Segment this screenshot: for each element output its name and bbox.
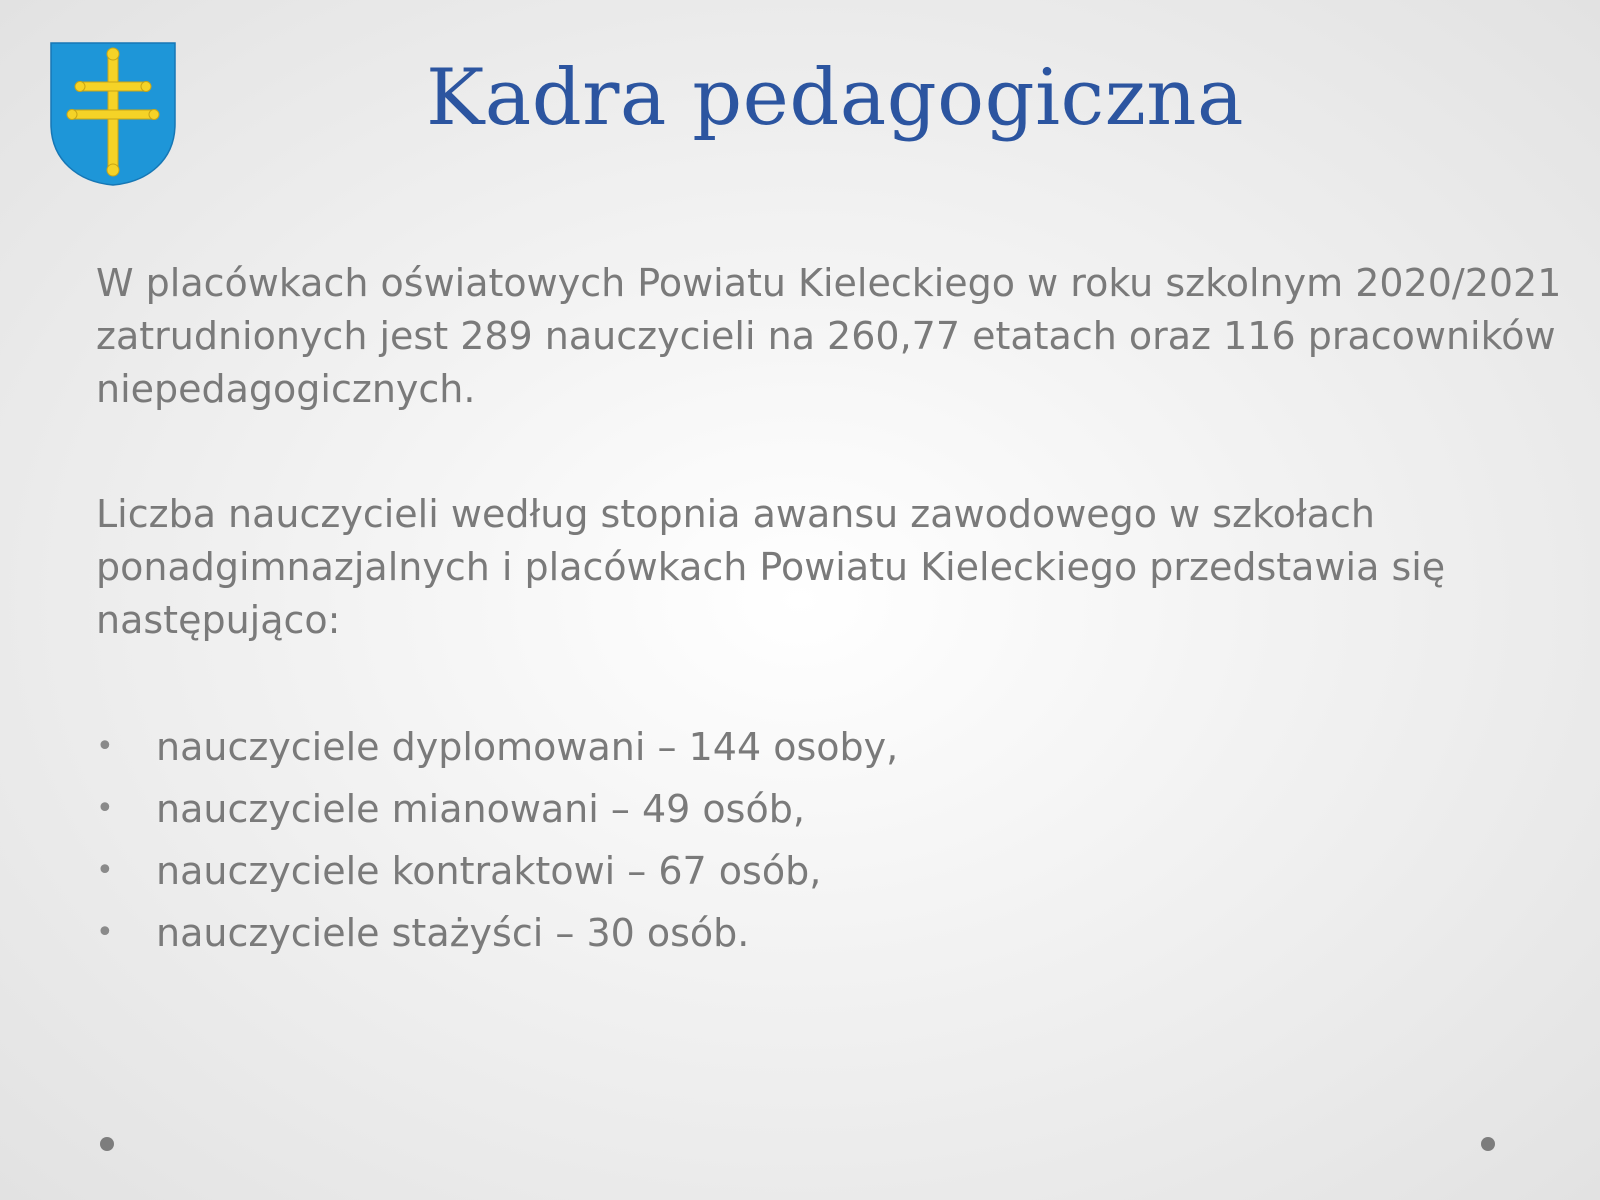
- bullet-icon: •: [96, 791, 114, 826]
- page-title: Kadra pedagogiczna: [425, 53, 1245, 143]
- list-item: [96, 716, 898, 778]
- bullet-icon: •: [96, 729, 114, 764]
- list-item-text: nauczyciele dyplomowani – 144 osoby,: [156, 725, 899, 769]
- promotion-intro-paragraph: Liczba nauczycieli według stopnia awansu zawodowego w szkołach ponadgimnazjalnych i placówkach Powiatu Kieleckiego przedstawia się następująco:: [96, 492, 1446, 642]
- list-item-text: nauczyciele mianowani – 49 osób,: [156, 787, 805, 831]
- bullet-icon: •: [96, 915, 114, 950]
- list-item: [96, 778, 898, 840]
- teacher-rank-list: [96, 716, 898, 964]
- list-item-text: nauczyciele stażyści – 30 osób.: [156, 911, 750, 955]
- corner-dot-left: [100, 1137, 114, 1151]
- bullet-icon: •: [96, 853, 114, 888]
- coat-of-arms-icon: [50, 42, 176, 186]
- corner-dot-right: [1481, 1137, 1495, 1151]
- list-item: [96, 902, 898, 964]
- list-item-text: nauczyciele kontraktowi – 67 osób,: [156, 849, 822, 893]
- list-item: [96, 840, 898, 902]
- staff-summary-paragraph: W placówkach oświatowych Powiatu Kieleckiego w roku szkolnym 2020/2021 zatrudnionych jest 289 nauczycieli na 260,77 etatach oraz 116 pracowników niepedagogicznych.: [96, 261, 1562, 411]
